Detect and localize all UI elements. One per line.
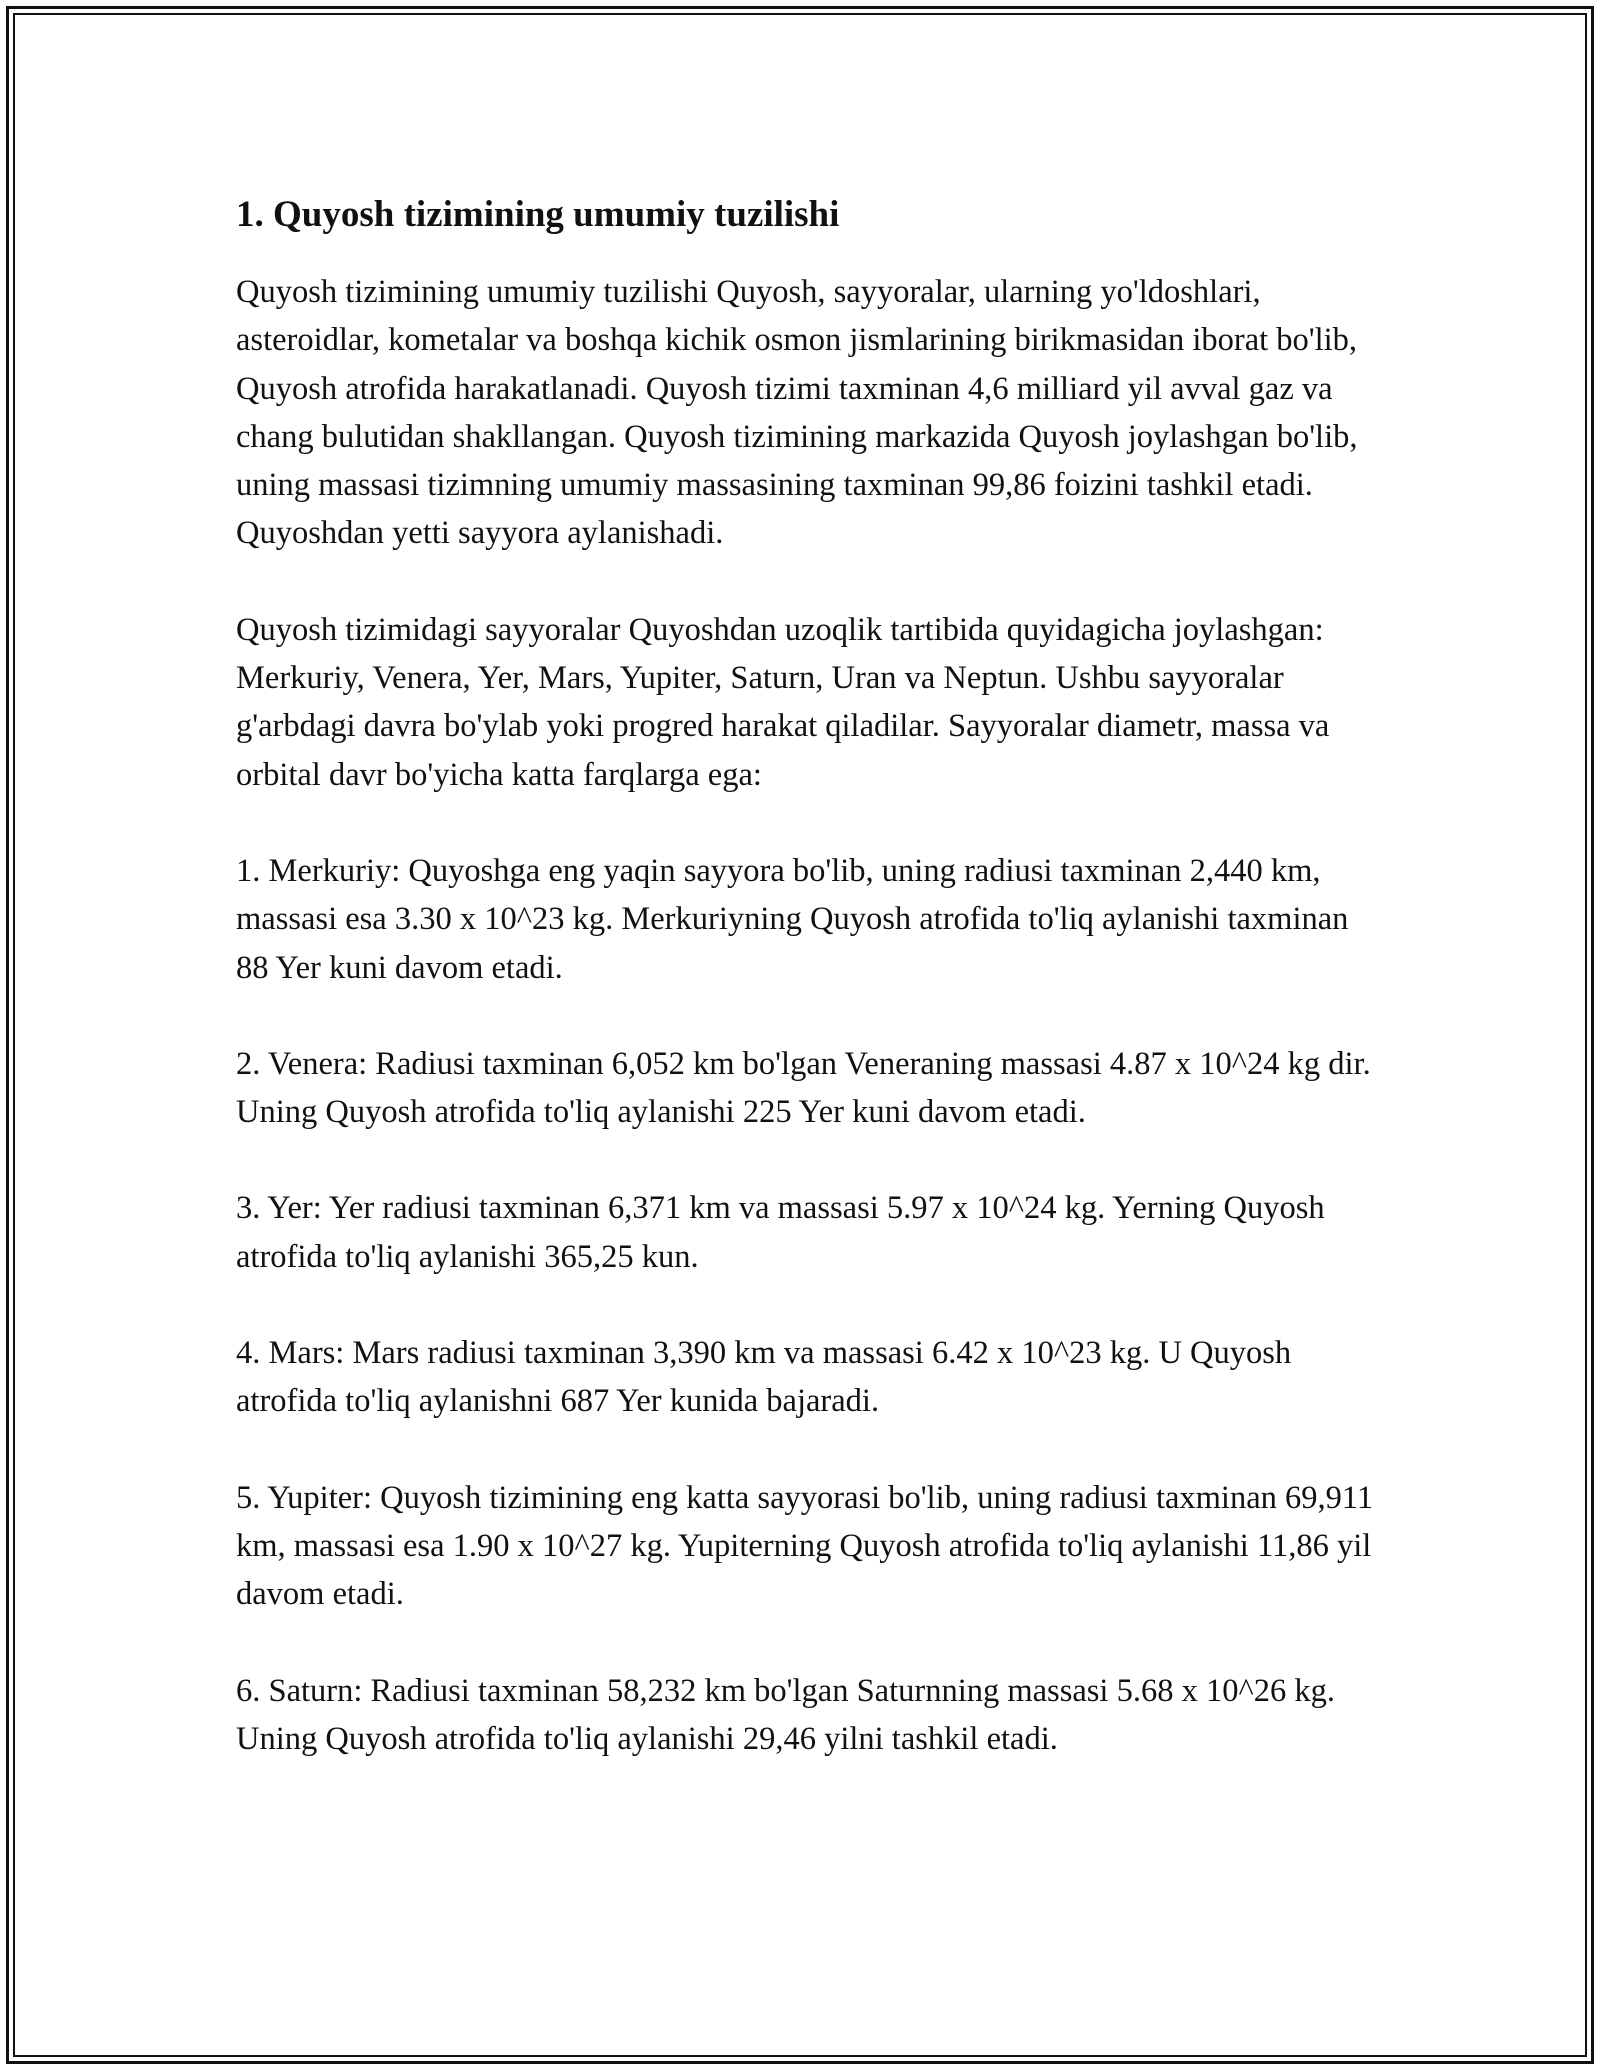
planet-item-mars: 4. Mars: Mars radiusi taxminan 3,390 km va massasi 6.42 x 10^23 kg. U Quyosh atrofida to'liq aylanishni 687 Yer kunida bajaradi. <box>236 1335 1292 1420</box>
document-title: 1. Quyosh tizimining umumiy tuzilishi <box>236 194 840 235</box>
planet-item-merkuriy: 1. Merkuriy: Quyoshga eng yaqin sayyora bo'lib, uning radiusi taxminan 2,440 km, massasi esa 3.30 x 10^23 kg. Merkuriyning Quyosh atrofida to'liq aylanishi taxminan 88 Yer kuni davom etadi. <box>236 852 1349 986</box>
planet-item-yer: 3. Yer: Yer radiusi taxminan 6,371 km va massasi 5.97 x 10^24 kg. Yerning Quyosh atrofida to'liq aylanishi 365,25 kun. <box>236 1190 1325 1275</box>
planet-item-saturn: 6. Saturn: Radiusi taxminan 58,232 km bo'lgan Saturnning massasi 5.68 x 10^26 kg. Uning Quyosh atrofida to'liq aylanishi 29,46 yilni tashkil etadi. <box>236 1672 1335 1757</box>
planets-order-paragraph: Quyosh tizimidagi sayyoralar Quyoshdan uzoqlik tartibida quyidagicha joylashgan: Merkuriy, Venera, Yer, Mars, Yupiter, Saturn, Uran va Neptun. Ushbu sayyoralar g'arbdagi davra bo'ylab yoki progred harakat qiladilar. Sayyoralar diametr, massa va orbital davr bo'yicha katta farqlarga ega: <box>236 611 1330 793</box>
intro-paragraph: Quyosh tizimining umumiy tuzilishi Quyosh, sayyoralar, ularning yo'ldoshlari, asteroidlar, kometalar va boshqa kichik osmon jismlarining birikmasidan iborat bo'lib, Quyosh atrofida harakatlanadi. Quyosh tizimi taxminan 4,6 milliard yil avval gaz va chang bulutidan shakllangan. Quyosh tizimining markazida Quyosh joylashgan bo'lib, uning massasi tizimning umumiy massasining taxminan 99,86 foizini tashkil etadi. Quyoshdan yetti sayyora aylanishadi. <box>236 274 1358 552</box>
planet-item-venera: 2. Venera: Radiusi taxminan 6,052 km bo'lgan Veneraning massasi 4.87 x 10^24 kg dir. Uning Quyosh atrofida to'liq aylanishi 225 Yer kuni davom etadi. <box>236 1045 1371 1131</box>
document-body <box>236 184 1376 1811</box>
planet-item-yupiter: 5. Yupiter: Quyosh tizimining eng katta sayyorasi bo'lib, uning radiusi taxminan 69,911 km, massasi esa 1.90 x 10^27 kg. Yupiterning Quyosh atrofida to'liq aylanishi 11,86 yil davom etadi. <box>236 1479 1374 1613</box>
